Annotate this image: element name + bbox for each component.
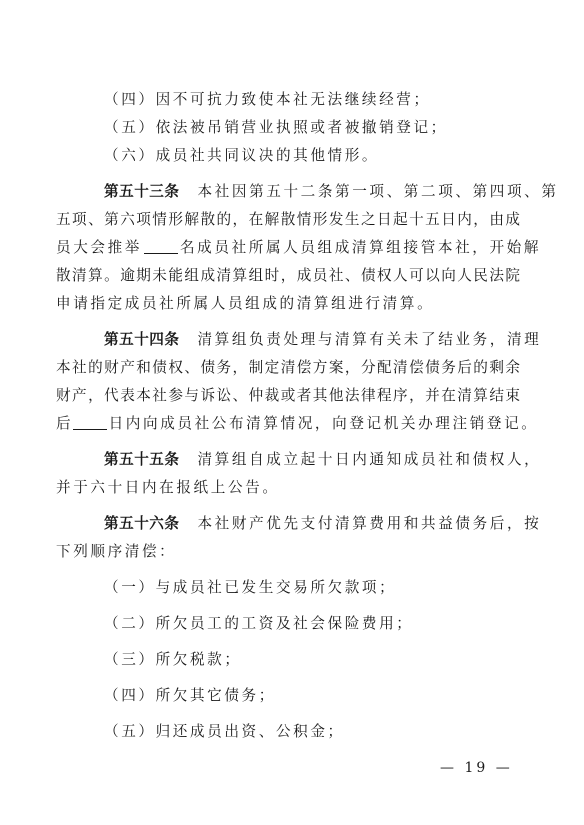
- list-item: （一）与成员社已发生交易所欠款项；: [104, 579, 397, 596]
- article-56-line-2: 下列顺序清偿：: [56, 543, 177, 560]
- article-54-line-1: 第五十四条 清算组负责处理与清算有关未了结业务，清理: [104, 331, 542, 348]
- article-53-line-2: 五项、第六项情形解散的，在解散情形发生之日起十五日内，由成: [56, 211, 520, 228]
- list-item: （三）所欠税款；: [104, 651, 242, 668]
- blank-field: [144, 237, 178, 254]
- article-54-line-3: 财产，代表本社参与诉讼、仲裁或者其他法律程序，并在清算结束: [56, 387, 520, 404]
- list-item: （五）归还成员出资、公积金；: [104, 723, 345, 740]
- article-53-title: 第五十三条: [104, 183, 180, 200]
- list-item: （二）所欠员工的工资及社会保险费用；: [104, 615, 414, 632]
- clause-6: （六）成员社共同议决的其他情形。: [104, 147, 380, 164]
- page-number: — 19 —: [440, 760, 513, 776]
- article-55-line-1: 第五十五条 清算组自成立起十日内通知成员社和债权人，: [104, 451, 542, 468]
- article-55-line-2: 并于六十日内在报纸上公告。: [56, 479, 280, 496]
- article-53-line-1: 第五十三条 本社因第五十二条第一项、第二项、第四项、第: [104, 183, 559, 200]
- article-56-title: 第五十六条: [104, 515, 180, 532]
- clause-5: （五）依法被吊销营业执照或者被撤销登记；: [104, 119, 448, 136]
- article-55-title: 第五十五条: [104, 451, 180, 468]
- article-54-title: 第五十四条: [104, 331, 180, 348]
- article-53-line-4: 散清算。逾期未能组成清算组时，成员社、债权人可以向人民法院: [56, 267, 520, 284]
- article-53-line-3: 员大会推举 名成员社所属人员组成清算组接管本社，开始解: [56, 239, 542, 256]
- article-53-line-5: 申请指定成员社所属人员组成的清算组进行清算。: [56, 295, 435, 312]
- article-56-line-1: 第五十六条 本社财产优先支付清算费用和共益债务后，按: [104, 515, 542, 532]
- blank-field: [73, 413, 107, 430]
- document-body: [56, 86, 559, 746]
- clause-4: （四）因不可抗力致使本社无法继续经营；: [104, 91, 431, 108]
- article-54-line-2: 本社的财产和债权、债务，制定清偿方案，分配清偿债务后的剩余: [56, 359, 520, 376]
- article-54-line-4: 后 日内向成员社公布清算情况，向登记机关办理注销登记。: [56, 415, 539, 432]
- list-item: （四）所欠其它债务；: [104, 687, 276, 704]
